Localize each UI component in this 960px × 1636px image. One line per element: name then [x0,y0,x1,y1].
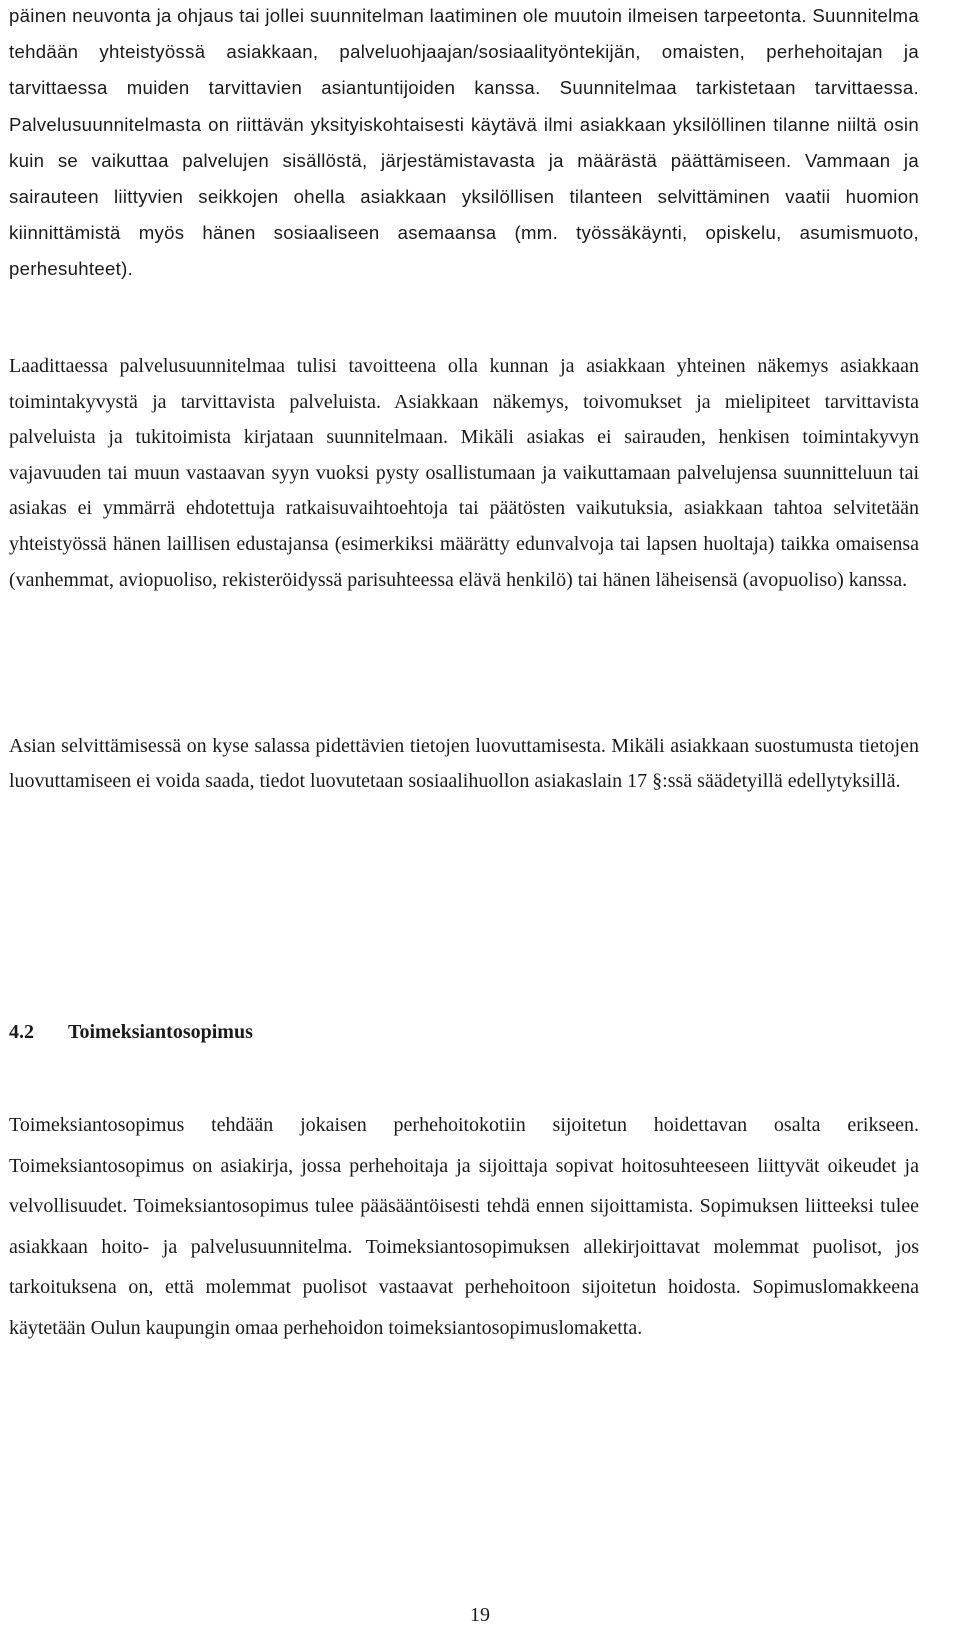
paragraph-service-plan-rest: Palvelusuunnitelmasta on riittävän yksityiskohtaisesti käytävä ilmi asiakkaan yksilöllinen tilanne niiltä osin kuin se vaikuttaa palvelujen sisällöstä, järjestämistavasta ja määrästä päättämiseen. Vammaan ja sairauteen liittyvien seikkojen ohella asiakkaan yksilöllisen tilanteen selvittäminen vaatii huomion kiinnittämistä myös hänen sosiaaliseen asemaansa (mm. työssäkäynti, opiskelu, asumismuoto, perhesuhteet). [9,113,919,280]
paragraph-service-plan [9,0,919,288]
section-heading [9,1021,253,1044]
paragraph-service-plan-lead: päinen neuvonta ja ohjaus tai jollei suunnitelman laatiminen ole muutoin ilmeisen tarpeetonta. Suunnitelma tehdään yhteistyössä asiakkaan, palveluohjaajan/sosiaalityöntekijän, omaisten, perhehoitajan ja tarvittaessa muiden tarvittavien asiantuntijoiden kanssa. Suunnitelmaa tarkistetaan tarvittaessa. [9,5,919,99]
section-number: 4.2 [9,1021,34,1043]
section-title: Toimeksiantosopimus [68,1021,253,1043]
paragraph-confidential-data: Asian selvittämisessä on kyse salassa pidettävien tietojen luovuttamisesta. Mikäli asiakkaan suostumusta tietojen luovuttamiseen ei voida saada, tiedot luovutetaan sosiaalihuollon asiakaslain 17 §:ssä säädetyillä edellytyksillä. [9,735,919,793]
paragraph-shared-view: Laadittaessa palvelusuunnitelmaa tulisi tavoitteena olla kunnan ja asiakkaan yhteinen näkemys asiakkaan toimintakyvystä ja tarvittavista palveluista. Asiakkaan näkemys, toivomukset ja mielipiteet tarvittavista palveluista ja tukitoimista kirjataan suunnitelmaan. Mikäli asiakas ei sairauden, henkisen toimintakyvyn vajavuuden tai muun vastaavan syyn vuoksi pysty osallistumaan ja vaikuttamaan palvelujensa suunnitteluun tai asiakas ei ymmärrä ehdotettuja ratkaisuvaihtoehtoja tai päätösten vaikutuksia, asiakkaan tahtoa selvitetään yhteistyössä hänen laillisen edustajansa (esimerkiksi määrätty edunvalvoja tai lapsen huoltaja) taikka omaisensa (vanhemmat, aviopuoliso, rekisteröidyssä parisuhteessa elävä henkilö) tai hänen läheisensä (avopuoliso) kanssa. [9,355,919,591]
paragraph-commission-contract: Toimeksiantosopimus tehdään jokaisen perhehoitokotiin sijoitetun hoidettavan osalta erikseen. Toimeksiantosopimus on asiakirja, jossa perhehoitaja ja sijoittaja sopivat hoitosuhteeseen liittyvät oikeudet ja velvollisuudet. Toimeksiantosopimus tulee pääsääntöisesti tehdä ennen sijoittamista. Sopimuksen liitteeksi tulee asiakkaan hoito- ja palvelusuunnitelma. Toimeksiantosopimuksen allekirjoittavat molemmat puolisot, jos tarkoituksena on, että molemmat puolisot vastaavat perhehoitoon sijoitetun hoidosta. Sopimuslomakkeena käytetään Oulun kaupungin omaa perhehoidon toimeksiantosopimuslomaketta. [9,1114,919,1339]
page-number: 19 [470,1604,490,1626]
